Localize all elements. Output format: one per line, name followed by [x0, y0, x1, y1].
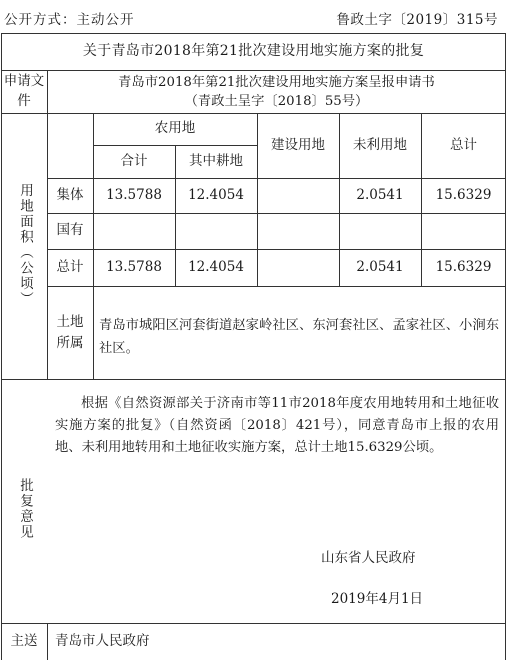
table-cell	[257, 178, 339, 213]
approval-table	[1, 33, 506, 660]
location-label	[47, 286, 93, 379]
table-cell: 12.4054	[188, 186, 244, 203]
approval-text: 根据《自然资源部关于济南市等11市2018年度农用地转用和土地征收实施方案的批复》（自然资函〔2018〕421号），同意青岛市上报的农用地、未利用地转用和土地征收实施方案，总计土地15.6329公顷。	[55, 396, 499, 455]
document-number: 鲁政土字〔2019〕315号	[336, 12, 498, 28]
table-cell: 2.0541	[356, 186, 404, 203]
table-cell	[257, 213, 339, 249]
table-cell	[339, 213, 421, 249]
rule-row-3	[47, 286, 506, 287]
table-cell: 15.6329	[435, 258, 492, 275]
row-label-collective: 集体	[56, 186, 84, 203]
location-label-line-2: 所属	[56, 334, 84, 351]
header-farmland: 农用地	[154, 120, 196, 137]
document-header	[0, 0, 508, 32]
row-label-total: 总计	[56, 258, 84, 275]
publicity-label: 公开方式：主动公开	[4, 12, 135, 28]
location-value: 青岛市城阳区河套街道赵家岭社区、东河套社区、孟家社区、小涧东社区。	[99, 318, 499, 356]
row-label-state: 国有	[56, 222, 84, 239]
area-section-label: 用地面积（公顷）	[17, 183, 33, 307]
table-cell	[421, 213, 506, 249]
recipient-label: 主送	[10, 632, 38, 649]
application-value	[47, 70, 506, 113]
document-title: 关于青岛市2018年第21批次建设用地实施方案的批复	[82, 43, 425, 60]
header-construction: 建设用地	[271, 136, 325, 153]
table-cell: 13.5788	[106, 258, 162, 275]
table-cell: 15.6329	[435, 186, 492, 203]
location-label-line-1: 土地	[56, 313, 84, 330]
recipient-value: 青岛市人民政府	[55, 632, 150, 649]
header-cultivated: 其中耕地	[189, 152, 243, 169]
header-total: 总计	[450, 136, 477, 153]
table-cell: 2.0541	[356, 258, 404, 275]
rule-area-section	[1, 379, 506, 380]
issuer: 山东省人民政府	[321, 550, 416, 567]
table-cell: 12.4054	[188, 258, 244, 275]
application-line-2: （青政土呈字〔2018〕55号）	[184, 93, 369, 109]
table-cell: 13.5788	[106, 186, 162, 203]
approval-date: 2019年4月1日	[331, 591, 424, 608]
rule-recipient-label	[47, 623, 48, 660]
header-unused: 未利用地	[353, 136, 407, 153]
table-cell	[93, 213, 175, 249]
header-subtotal: 合计	[120, 152, 148, 169]
table-cell	[175, 213, 257, 249]
border-left	[1, 33, 2, 660]
table-cell	[257, 249, 339, 286]
approval-label: 批复意见	[17, 478, 33, 540]
application-label: 申请文件	[3, 72, 45, 109]
application-line-1: 青岛市2018年第21批次建设用地实施方案呈报申请书	[118, 74, 435, 90]
